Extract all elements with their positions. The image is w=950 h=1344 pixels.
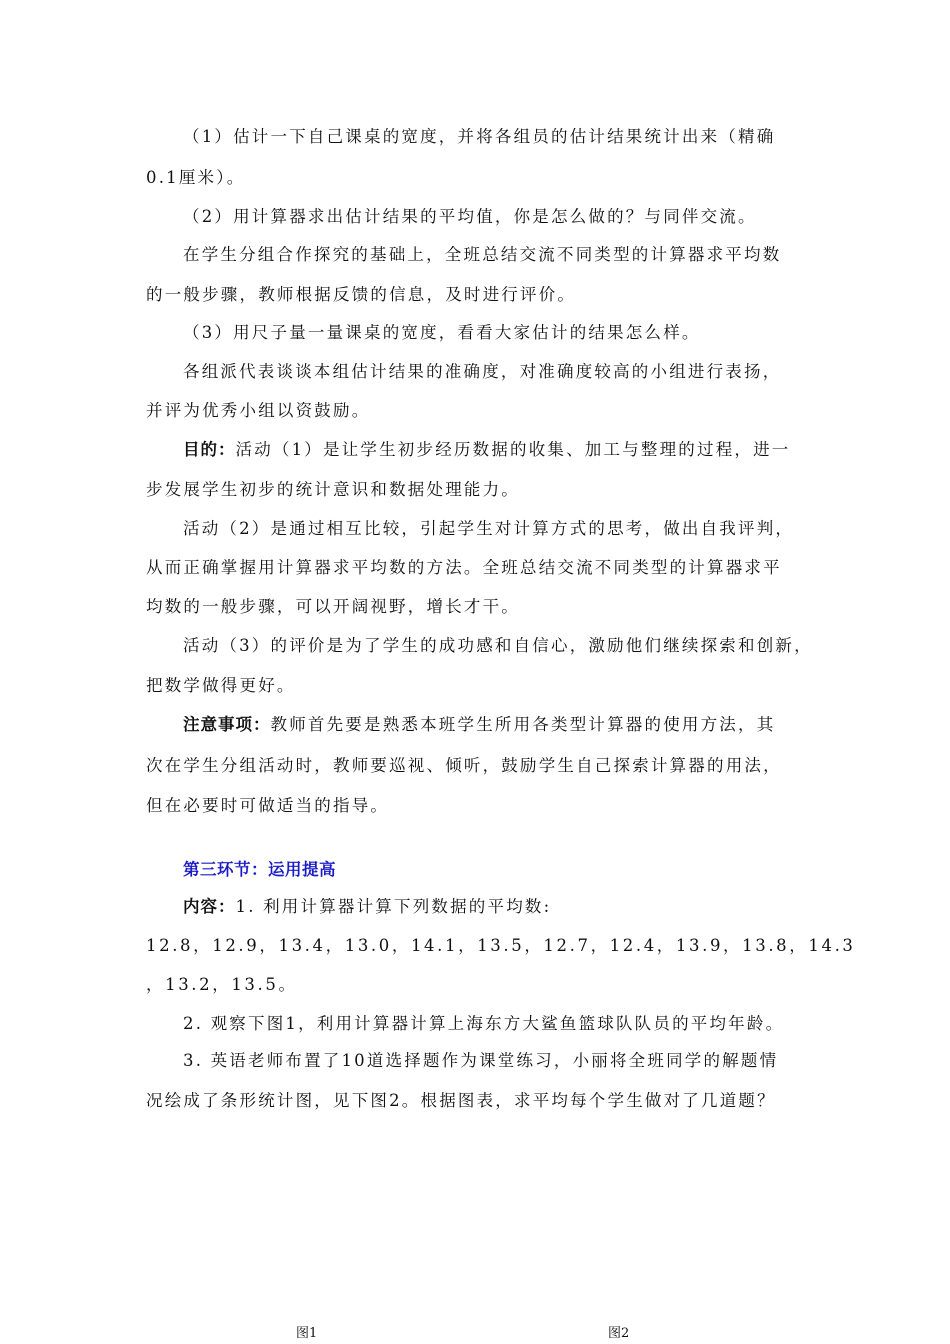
paragraph-activity-1-cont: 0.1厘米）。 — [146, 168, 246, 187]
paragraph-content — [183, 896, 848, 918]
paragraph-purpose-2: 活动（2）是通过相互比较，引起学生对计算方式的思考，做出自我评判， — [183, 519, 795, 538]
notes-text: 教师首先要是熟悉本班学生所用各类型计算器的使用方法，其 — [270, 715, 776, 734]
paragraph-purpose-2-cont: 从而正确掌握用计算器求平均数的方法。全班总结交流不同类型的计算器求平 — [146, 558, 782, 577]
paragraph-representatives: 各组派代表谈谈本组估计结果的准确度，对准确度较高的小组进行表扬， — [183, 362, 782, 381]
paragraph-representatives-cont: 并评为优秀小组以资鼓励。 — [146, 401, 371, 420]
paragraph-summary-cont: 的一般步骤，教师根据反馈的信息，及时进行评价。 — [146, 285, 577, 304]
paragraph-activity-2: （2）用计算器求出估计结果的平均值，你是怎么做的？与同伴交流。 — [183, 207, 757, 226]
purpose-label: 目的： — [183, 440, 236, 459]
notes-label: 注意事项： — [183, 715, 271, 734]
paragraph-activity-3: （3）用尺子量一量课桌的宽度，看看大家估计的结果怎么样。 — [183, 323, 701, 342]
paragraph-question-3: 3. 英语老师布置了10道选择题作为课堂练习，小丽将全班同学的解题情 — [183, 1051, 779, 1070]
paragraph-purpose — [183, 439, 848, 461]
data-list-cont: ，13.2，13.5。 — [146, 975, 298, 994]
paragraph-purpose-2-cont2: 均数的一般步骤，可以开阔视野，增长才干。 — [146, 597, 520, 616]
paragraph-question-2: 2. 观察下图1，利用计算器计算上海东方大鲨鱼篮球队队员的平均年龄。 — [183, 1014, 785, 1033]
paragraph-notes — [183, 714, 848, 736]
paragraph-activity-1: （1）估计一下自己课桌的宽度，并将各组员的估计结果统计出来（精确 — [183, 127, 776, 146]
section-heading: 第三环节：运用提高 — [183, 860, 336, 879]
paragraph-purpose-3-cont: 把数学做得更好。 — [146, 676, 296, 695]
content-text: 1. 利用计算器计算下列数据的平均数: — [235, 897, 552, 916]
paragraph-notes-cont2: 但在必要时可做适当的指导。 — [146, 796, 390, 815]
paragraph-purpose-3: 活动（3）的评价是为了学生的成功感和自信心，激励他们继续探索和创新， — [183, 636, 813, 655]
paragraph-notes-cont: 次在学生分组活动时，教师要巡视、倾听，鼓励学生自己探索计算器的用法， — [146, 756, 782, 775]
data-list: 12.8，12.9，13.4，13.0，14.1，13.5，12.7，12.4，13.9，13.8，14.3 — [146, 936, 856, 955]
paragraph-question-3-cont: 况绘成了条形统计图，见下图2。根据图表，求平均每个学生做对了几道题？ — [146, 1091, 776, 1110]
figure-2-caption: 图2 — [608, 1326, 630, 1341]
purpose-text: 活动（1）是让学生初步经历数据的收集、加工与整理的过程，进一 — [235, 440, 791, 459]
paragraph-purpose-cont: 步发展学生初步的统计意识和数据处理能力。 — [146, 480, 520, 499]
paragraph-summary: 在学生分组合作探究的基础上，全班总结交流不同类型的计算器求平均数 — [183, 245, 782, 264]
figure-1-caption: 图1 — [296, 1326, 318, 1341]
content-label: 内容： — [183, 897, 236, 916]
